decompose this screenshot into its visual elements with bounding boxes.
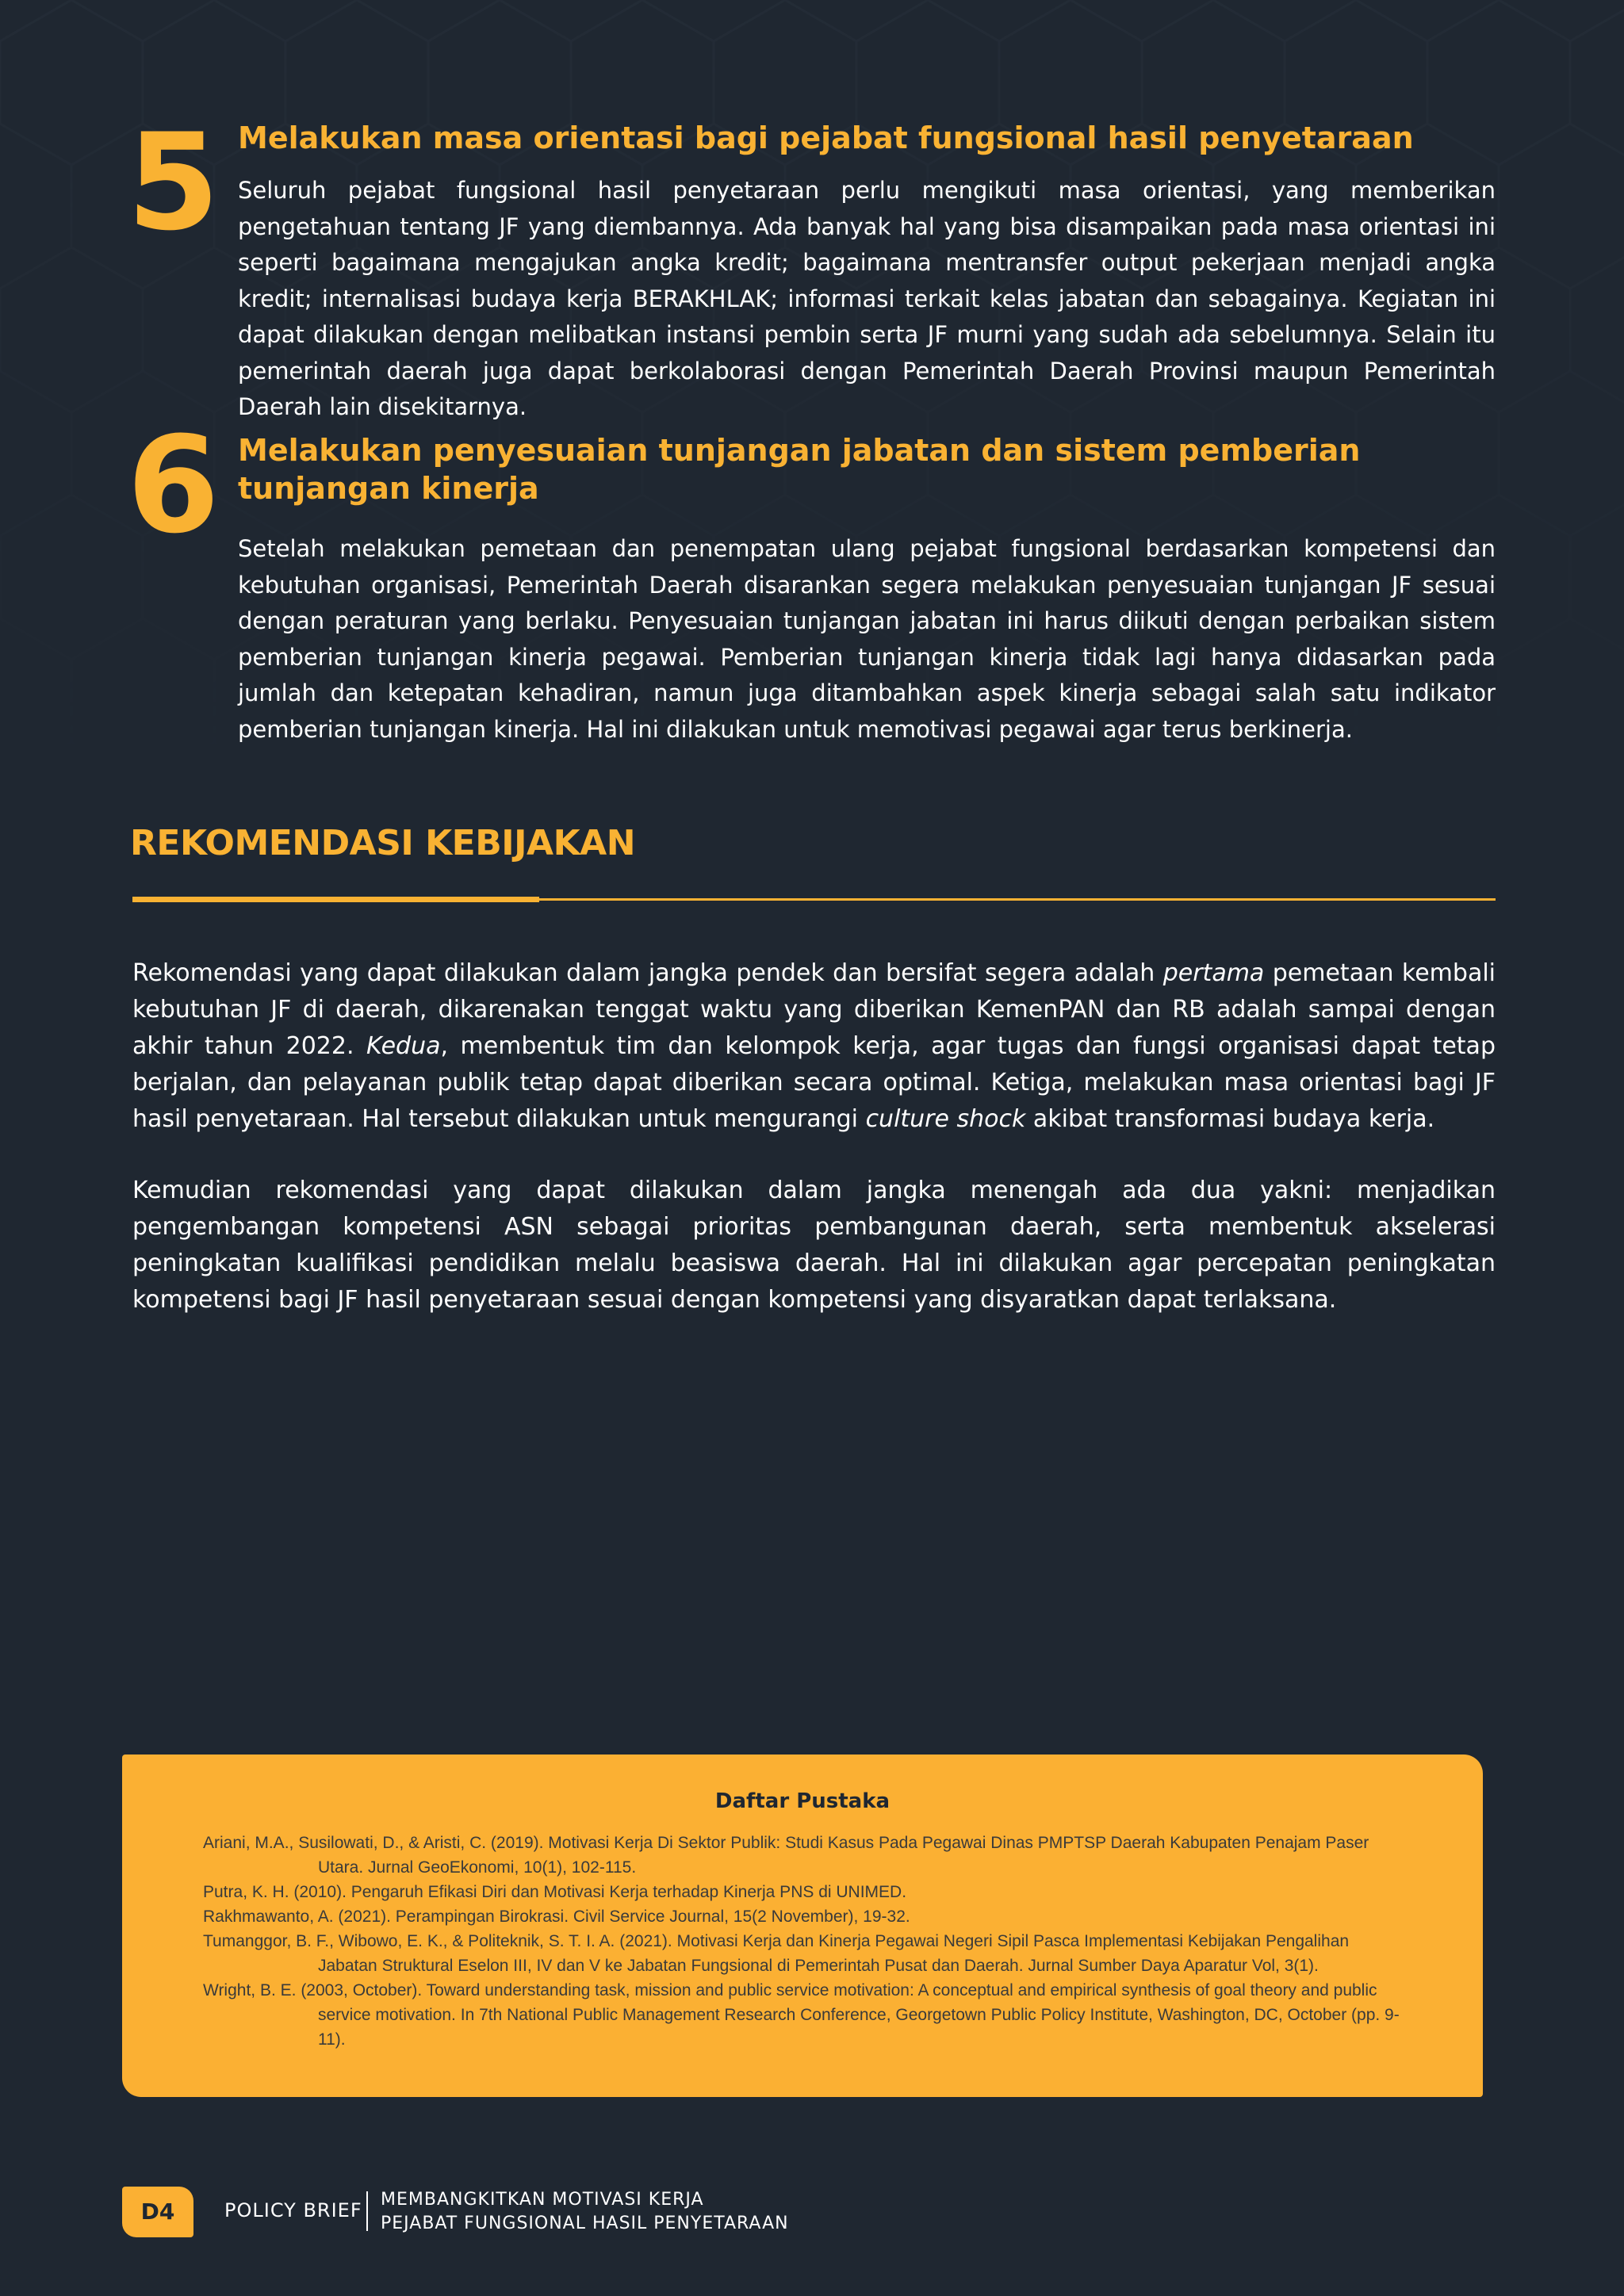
step-title: Melakukan penyesuaian tunjangan jabatan dan sistem pemberian tunjangan kinerja (238, 433, 1361, 506)
reference-item: Wright, B. E. (2003, October). Toward understanding task, mission and public service motivation: A conceptual and empirical synthesis of goal theory and public service motivation. In 7th National Public Management Research Conference, Georgetown Public Policy Institute, Washington, DC, October (pp. 9-11). (203, 1981, 1400, 2049)
page-number-badge: D4 (122, 2187, 193, 2237)
reference-item: Tumanggor, B. F., Wibowo, E. K., & Politeknik, S. T. I. A. (2021). Motivasi Kerja dan Kinerja Pegawai Negeri Sipil Pasca Implementasi Kebijakan Pengalihan Jabatan Struktural Eselon III, IV dan V ke Jabatan Fungsional di Pemerintah Pusat dan Daerah. Jurnal Sumber Daya Aparatur Vol, 3(1). (203, 1932, 1350, 1975)
references-box (122, 1755, 1483, 2097)
step-6 (127, 408, 1496, 752)
step-body: Setelah melakukan pemetaan dan penempatan ulang pejabat fungsional berdasarkan kompetensi dan kebutuhan organisasi, Pemerintah Daerah disarankan segera melakukan penyesuaian tunjangan JF sesuai dengan peraturan yang berlaku. Penyesuaian tunjangan jabatan ini harus diikuti dengan perbaikan sistem pemberian tunjangan kinerja pegawai. Pemberian tunjangan kinerja tidak lagi hanya didasarkan pada jumlah dan ketepatan kehadiran, namun juga ditambahkan aspek kinerja sebagai salah satu indikator pemberian tunjangan kinerja. Hal ini dilakukan untuk memotivasi pegawai agar terus berkinerja. (238, 535, 1496, 743)
step-number: 5 (127, 105, 220, 260)
footer-title-line-2: PEJABAT FUNGSIONAL HASIL PENYETARAAN (381, 2214, 789, 2233)
recommendation-paragraph-2: Kemudian rekomendasi yang dapat dilakukan dalam jangka menengah ada dua yakni: menjadikan pengembangan kompetensi ASN sebagai prioritas pembangunan daerah, serta membentuk akselerasi peningkatan kualifikasi pendidikan melalu beasiswa daerah. Hal ini dilakukan agar percepatan peningkatan kompetensi bagi JF hasil penyetaraan sesuai dengan kompetensi yang disyaratkan dapat terlaksana. (132, 1177, 1496, 1314)
reference-item: Ariani, M.A., Susilowati, D., & Aristi, C. (2019). Motivasi Kerja Di Sektor Publik: Studi Kasus Pada Pegawai Dinas PMPTSP Daerah Kabupaten Penajam Paser Utara. Jurnal GeoEkonomi, 10(1), 102-115. (203, 1834, 1369, 1877)
footer-label: POLICY BRIEF (224, 2199, 362, 2221)
reference-item: Putra, K. H. (2010). Pengaruh Efikasi Diri dan Motivasi Kerja terhadap Kinerja PNS di UNIMED. (203, 1883, 907, 1901)
footer-divider (366, 2191, 368, 2231)
footer-title-line-1: MEMBANGKITKAN MOTIVASI KERJA (381, 2190, 704, 2210)
step-5 (127, 105, 1496, 420)
recommendation-paragraph-1: Rekomendasi yang dapat dilakukan dalam jangka pendek dan bersifat segera adalah pertama pemetaan kembali kebutuhan JF di daerah, dikarenakan tenggat waktu yang diberikan KemenPAN dan RB adalah sampai dengan akhir tahun 2022. Kedua, membentuk tim dan kelompok kerja, agar tugas dan fungsi organisasi dapat tetap berjalan, dan pelayanan publik tetap dapat diberikan secara optimal. Ketiga, melakukan masa orientasi bagi JF hasil penyetaraan. Hal tersebut dilakukan untuk mengurangi culture shock akibat transformasi budaya kerja. (132, 959, 1496, 1133)
references-list (203, 1831, 1407, 2052)
section-divider-accent (132, 897, 539, 902)
step-body: Seluruh pejabat fungsional hasil penyetaraan perlu mengikuti masa orientasi, yang memberikan pengetahuan tentang JF yang diembannya. Ada banyak hal yang bisa disampaikan pada masa orientasi ini seperti bagaimana mengajukan angka kredit; bagaimana mentransfer output pekerjaan menjadi angka kredit; internalisasi budaya kerja BERAKHLAK; informasi terkait kelas jabatan dan sebagainya. Kegiatan ini dapat dilakukan dengan melibatkan instansi pembin serta JF murni yang sudah ada sebelumnya. Selain itu pemerintah daerah juga dapat berkolaborasi dengan Pemerintah Daerah Provinsi maupun Pemerintah Daerah lain disekitarnya. (238, 177, 1496, 420)
step-number: 6 (127, 408, 220, 563)
section-title: REKOMENDASI KEBIJAKAN (130, 823, 636, 863)
reference-item: Rakhmawanto, A. (2021). Perampingan Birokrasi. Civil Service Journal, 15(2 November), 19-32. (203, 1908, 910, 1926)
step-title: Melakukan masa orientasi bagi pejabat fungsional hasil penyetaraan (238, 121, 1414, 155)
references-title: Daftar Pustaka (714, 1789, 891, 1813)
